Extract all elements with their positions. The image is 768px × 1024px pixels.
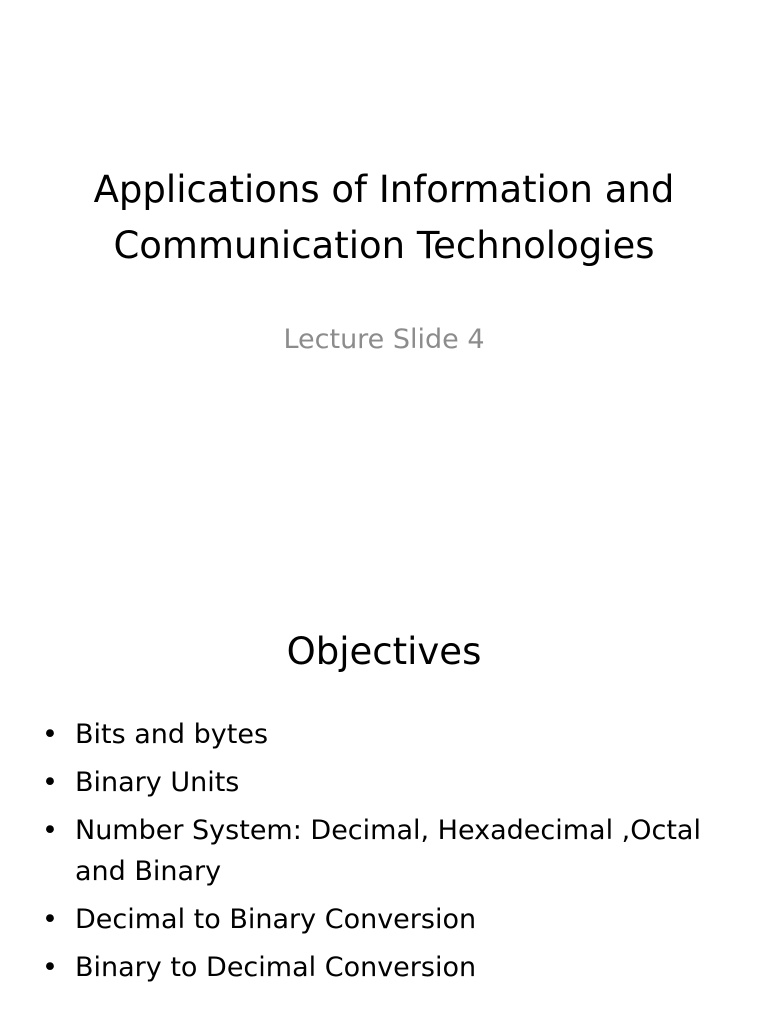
list-item-text: Binary to Decimal Conversion [75,952,477,983]
slide-title-line-2: Communication Technologies [113,224,655,267]
objectives-slide [0,576,768,1024]
list-item [38,714,738,755]
list-item [38,947,738,988]
objectives-title: Objectives [286,630,482,673]
list-item-text: Bits and bytes [75,719,269,750]
slide-title-line-1: Applications of Information and [93,168,675,211]
bullet-icon: • [42,904,58,935]
list-item [38,810,738,892]
list-item-text: Decimal to Binary Conversion [75,904,477,935]
bullet-icon: • [42,719,58,750]
bullet-icon: • [42,767,58,798]
list-item-text: Binary Units [75,767,240,798]
slide-subtitle: Lecture Slide 4 [283,324,485,355]
list-item [38,762,738,803]
list-item-text: Number System: Decimal, Hexadecimal ,Octal and Binary [75,815,701,887]
list-item [38,899,738,940]
slide-title [60,162,708,274]
bullet-icon: • [42,815,58,846]
bullet-icon: • [42,952,58,983]
objectives-list [38,714,738,995]
